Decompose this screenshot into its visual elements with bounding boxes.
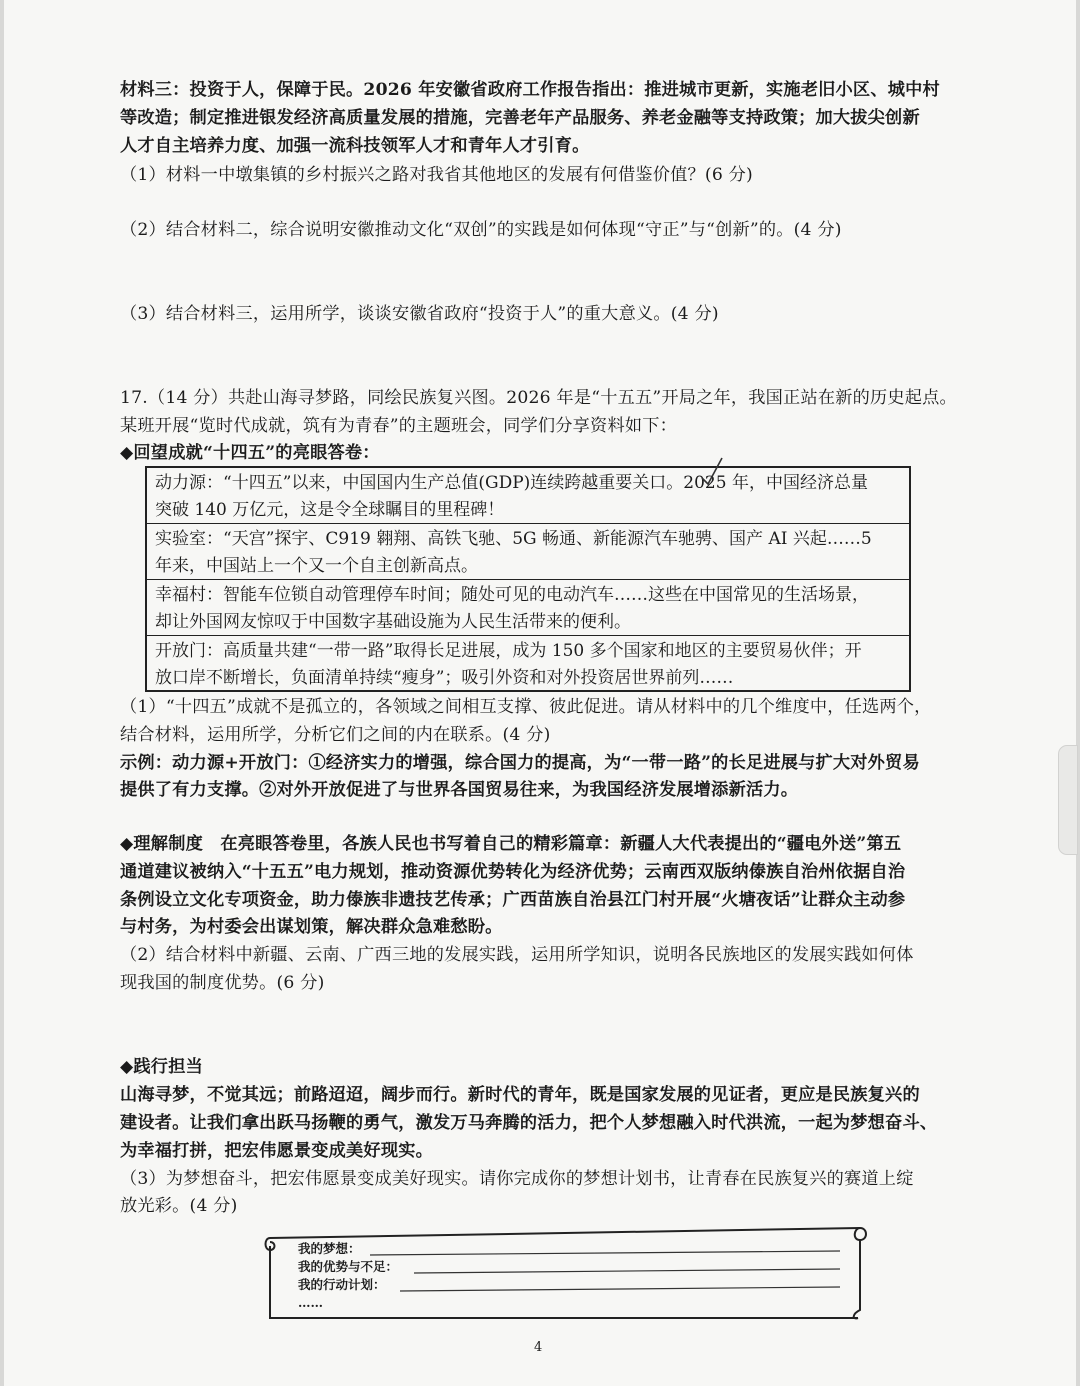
table-row <box>147 580 909 636</box>
table-row <box>147 524 909 580</box>
example-line-2: 提供了有力支撑。②对外开放促进了与世界各国贸易往来，为我国经济发展增添新活力。 <box>120 780 799 800</box>
section-understand-system-1: ◆理解制度 在亮眼答卷里，各族人民也书写着自己的精彩篇章：新疆人大代表提出的“疆电外送”第五 <box>120 834 902 854</box>
question-17-2-line-2: 现我国的制度优势。(6 分) <box>120 973 325 993</box>
question-16-1: （1）材料一中墩集镇的乡村振兴之路对我省其他地区的发展有何借鉴价值？(6 分) <box>120 165 753 185</box>
question-17-intro-2: 某班开展“览时代成就，筑有为青春”的主题班会，同学们分享资料如下： <box>120 416 677 436</box>
material-three-line-2: 等改造；制定推进银发经济高质量发展的措施，完善老年产品服务、养老金融等支持政策；加大拔尖创新 <box>120 108 920 128</box>
question-17-2-line-1: （2）结合材料中新疆、云南、广西三地的发展实践，运用所学知识，说明各民族地区的发展实践如何体 <box>120 945 914 965</box>
table-row-text: 却让外国网友惊叹于中国数字基础设施为人民生活带来的便利。 <box>155 612 631 632</box>
table-row-text: 放口岸不断增长，负面清单持续“瘦身”；吸引外资和对外投资居世界前列…… <box>155 668 734 688</box>
section-heading-review: ◆回望成就“十四五”的亮眼答卷： <box>120 443 380 463</box>
table-row-text: 动力源：“十四五”以来，中国国内生产总值(GDP)连续跨越重要关口。2025 年，中国经济总量 <box>155 473 868 493</box>
handwritten-check-mark-icon <box>700 456 726 490</box>
ellipsis-label: …… <box>298 1295 323 1310</box>
question-17-3-line-1: （3）为梦想奋斗，把宏伟愿景变成美好现实。请你完成你的梦想计划书，让青春在民族复兴的赛道上绽 <box>120 1169 914 1189</box>
question-16-3: （3）结合材料三，运用所学，谈谈安徽省政府“投资于人”的重大意义。(4 分) <box>120 304 719 324</box>
achievements-table <box>145 466 911 692</box>
question-17-3-line-2: 放光彩。(4 分) <box>120 1196 238 1216</box>
question-16-2: （2）结合材料二，综合说明安徽推动文化“双创”的实践是如何体现“守正”与“创新”的。(4 分) <box>120 220 842 240</box>
table-row-text: 突破 140 万亿元，这是令全球瞩目的里程碑！ <box>155 500 505 520</box>
section-heading-practice: ◆践行担当 <box>120 1057 203 1077</box>
table-row-text: 幸福村：智能车位锁自动管理停车时间；随处可见的电动汽车……这些在中国常见的生活场景， <box>155 585 869 605</box>
question-17-1-line-2: 结合材料，运用所学，分析它们之间的内在联系。(4 分) <box>120 725 551 745</box>
table-row-text: 开放门：高质量共建“一带一路”取得长足进展，成为 150 多个国家和地区的主要贸易伙伴；开 <box>155 641 862 661</box>
my-dream-label: 我的梦想： <box>298 1241 361 1256</box>
table-row <box>147 636 909 690</box>
question-17-intro-1: 17.（14 分）共赴山海寻梦路，同绘民族复兴图。2026 年是“十五五”开局之年，我国正站在新的历史起点。 <box>120 388 957 408</box>
section-understand-system-4: 与村务，为村委会出谋划策，解决群众急难愁盼。 <box>120 917 503 937</box>
example-line-1: 示例：动力源+开放门：①经济实力的增强，综合国力的提高，为“一带一路”的长足进展与扩大对外贸易 <box>120 753 920 773</box>
material-three-line-1: 材料三：投资于人，保障于民。2026 年安徽省政府工作报告指出：推进城市更新，实施老旧小区、城中村 <box>120 80 940 100</box>
section-understand-system-2: 通道建议被纳入“十五五”电力规划，推动资源优势转化为经济优势；云南西双版纳傣族自治州依据自治 <box>120 862 906 882</box>
practice-paragraph-1: 山海寻梦，不觉其远；前路迢迢，阔步而行。新时代的青年，既是国家发展的见证者，更应是民族复兴的 <box>120 1085 920 1105</box>
action-plan-label: 我的行动计划： <box>298 1277 386 1292</box>
practice-paragraph-3: 为幸福打拼，把宏伟愿景变成美好现实。 <box>120 1141 433 1161</box>
page-number: 4 <box>534 1340 543 1355</box>
strengths-weaknesses-label: 我的优势与不足： <box>298 1259 399 1274</box>
practice-paragraph-2: 建设者。让我们拿出跃马扬鞭的勇气，激发万马奔腾的活力，把个人梦想融入时代洪流，一起为梦想奋斗、 <box>120 1113 938 1133</box>
table-row-text: 年来，中国站上一个又一个自主创新高点。 <box>155 556 478 576</box>
section-understand-system-3: 条例设立文化专项资金，助力傣族非遗技艺传承；广西苗族自治县江门村开展“火塘夜话”让群众主动参 <box>120 890 906 910</box>
viewer-scroll-handle[interactable] <box>1058 745 1078 855</box>
question-17-1-line-1: （1）“十四五”成就不是孤立的，各领域之间相互支撑、彼此促进。请从材料中的几个维度中，任选两个， <box>120 697 932 717</box>
page-edge-left <box>0 0 4 1386</box>
table-row-text: 实验室：“天宫”探宇、C919 翱翔、高铁飞驰、5G 畅通、新能源汽车驰骋、国产 AI 兴起……5 <box>155 529 872 549</box>
page-edge-right <box>1076 0 1080 1386</box>
material-three-line-3: 人才自主培养力度、加强一流科技领军人才和青年人才引育。 <box>120 136 590 156</box>
table-row <box>147 468 909 524</box>
